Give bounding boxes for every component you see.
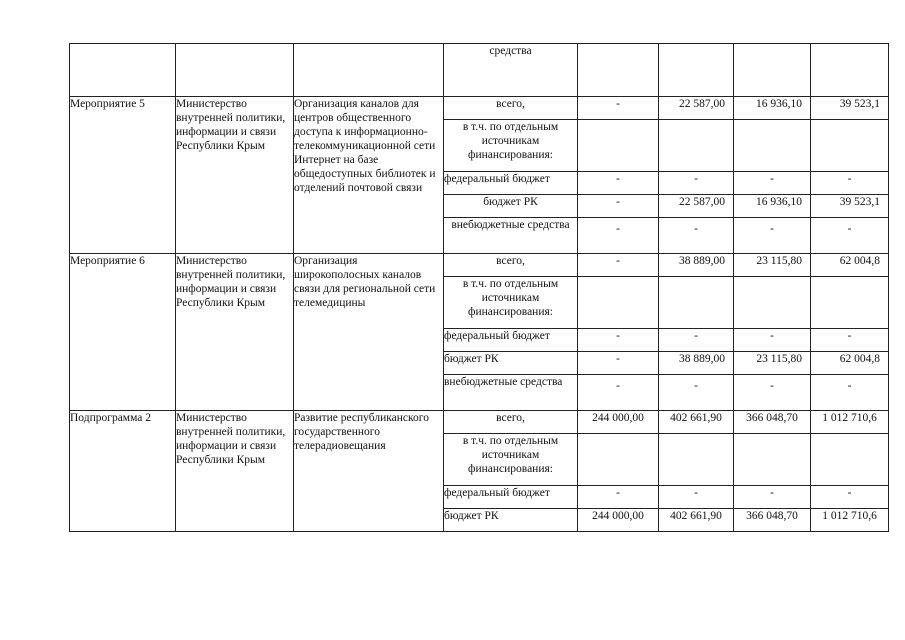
source-cell: внебюджетные средства — [444, 218, 578, 254]
source-cell: бюджет РК — [444, 195, 578, 218]
value-cell: - — [578, 329, 659, 352]
value-cell — [578, 277, 659, 329]
cell-empty — [811, 44, 889, 97]
source-cell: федеральный бюджет — [444, 172, 578, 195]
value-cell: - — [578, 375, 659, 411]
value-cell — [659, 277, 734, 329]
description-cell: Организация каналов для центров общественного доступа к информационно-телекоммуникационной сети Интернет на базе общедоступных библиотек и отделений почтовой связи — [294, 97, 444, 254]
source-cell: всего, — [444, 411, 578, 434]
table-row — [70, 254, 889, 277]
cell-empty — [659, 44, 734, 97]
value-cell: - — [578, 172, 659, 195]
value-cell: 39 523,1 — [811, 195, 889, 218]
value-cell: 38 889,00 — [659, 352, 734, 375]
source-cell: федеральный бюджет — [444, 486, 578, 509]
value-cell: 244 000,00 — [578, 411, 659, 434]
value-cell: - — [578, 218, 659, 254]
value-cell: - — [659, 486, 734, 509]
value-cell: 1 012 710,6 — [811, 509, 889, 532]
value-cell: - — [734, 375, 811, 411]
value-cell: 366 048,70 — [734, 411, 811, 434]
value-cell: 16 936,10 — [734, 97, 811, 120]
source-cell: бюджет РК — [444, 509, 578, 532]
source-cell: в т.ч. по отдельным источникам финансирования: — [444, 434, 578, 486]
value-cell: - — [659, 218, 734, 254]
source-cell: всего, — [444, 254, 578, 277]
value-cell: - — [734, 172, 811, 195]
value-cell: 62 004,8 — [811, 352, 889, 375]
value-cell — [811, 434, 889, 486]
value-cell: 22 587,00 — [659, 195, 734, 218]
table-row — [70, 97, 889, 120]
value-cell: - — [811, 375, 889, 411]
source-cell: бюджет РК — [444, 352, 578, 375]
cell-empty — [176, 44, 294, 97]
value-cell: - — [659, 329, 734, 352]
value-cell: 16 936,10 — [734, 195, 811, 218]
cell-empty — [734, 44, 811, 97]
value-cell — [734, 120, 811, 172]
funding-table — [69, 43, 889, 532]
value-cell: 402 661,90 — [659, 509, 734, 532]
value-cell: - — [734, 486, 811, 509]
cell-empty — [70, 44, 176, 97]
source-cell: средства — [444, 44, 578, 97]
cell-empty — [294, 44, 444, 97]
value-cell: 22 587,00 — [659, 97, 734, 120]
value-cell — [659, 434, 734, 486]
value-cell: 244 000,00 — [578, 509, 659, 532]
value-cell — [578, 120, 659, 172]
value-cell: - — [578, 486, 659, 509]
value-cell: - — [578, 97, 659, 120]
value-cell — [734, 277, 811, 329]
value-cell: - — [659, 375, 734, 411]
program-name: Мероприятие 5 — [70, 97, 176, 254]
description-cell: Развитие республиканского государственного телерадиовещания — [294, 411, 444, 532]
value-cell: - — [734, 218, 811, 254]
value-cell: 402 661,90 — [659, 411, 734, 434]
value-cell: 39 523,1 — [811, 97, 889, 120]
value-cell: 366 048,70 — [734, 509, 811, 532]
value-cell: 23 115,80 — [734, 254, 811, 277]
program-name: Мероприятие 6 — [70, 254, 176, 411]
value-cell: 1 012 710,6 — [811, 411, 889, 434]
value-cell: - — [811, 172, 889, 195]
executor-cell: Министерство внутренней политики, информации и связи Республики Крым — [176, 411, 294, 532]
table-row-continuation — [70, 44, 889, 97]
description-cell: Организация широкополосных каналов связи для региональной сети телемедицины — [294, 254, 444, 411]
value-cell: - — [578, 254, 659, 277]
value-cell: - — [659, 172, 734, 195]
value-cell — [578, 434, 659, 486]
value-cell: - — [811, 329, 889, 352]
value-cell: 38 889,00 — [659, 254, 734, 277]
executor-cell: Министерство внутренней политики, информации и связи Республики Крым — [176, 97, 294, 254]
table-row — [70, 411, 889, 434]
value-cell: - — [578, 352, 659, 375]
executor-cell: Министерство внутренней политики, информации и связи Республики Крым — [176, 254, 294, 411]
value-cell: - — [811, 218, 889, 254]
source-cell: внебюджетные средства — [444, 375, 578, 411]
value-cell: 62 004,8 — [811, 254, 889, 277]
source-cell: федеральный бюджет — [444, 329, 578, 352]
value-cell — [659, 120, 734, 172]
cell-empty — [578, 44, 659, 97]
value-cell: - — [734, 329, 811, 352]
value-cell — [811, 120, 889, 172]
source-cell: в т.ч. по отдельным источникам финансирования: — [444, 277, 578, 329]
value-cell — [811, 277, 889, 329]
value-cell: - — [811, 486, 889, 509]
source-cell: в т.ч. по отдельным источникам финансирования: — [444, 120, 578, 172]
value-cell — [734, 434, 811, 486]
source-cell: всего, — [444, 97, 578, 120]
program-name: Подпрограмма 2 — [70, 411, 176, 532]
value-cell: - — [578, 195, 659, 218]
value-cell: 23 115,80 — [734, 352, 811, 375]
